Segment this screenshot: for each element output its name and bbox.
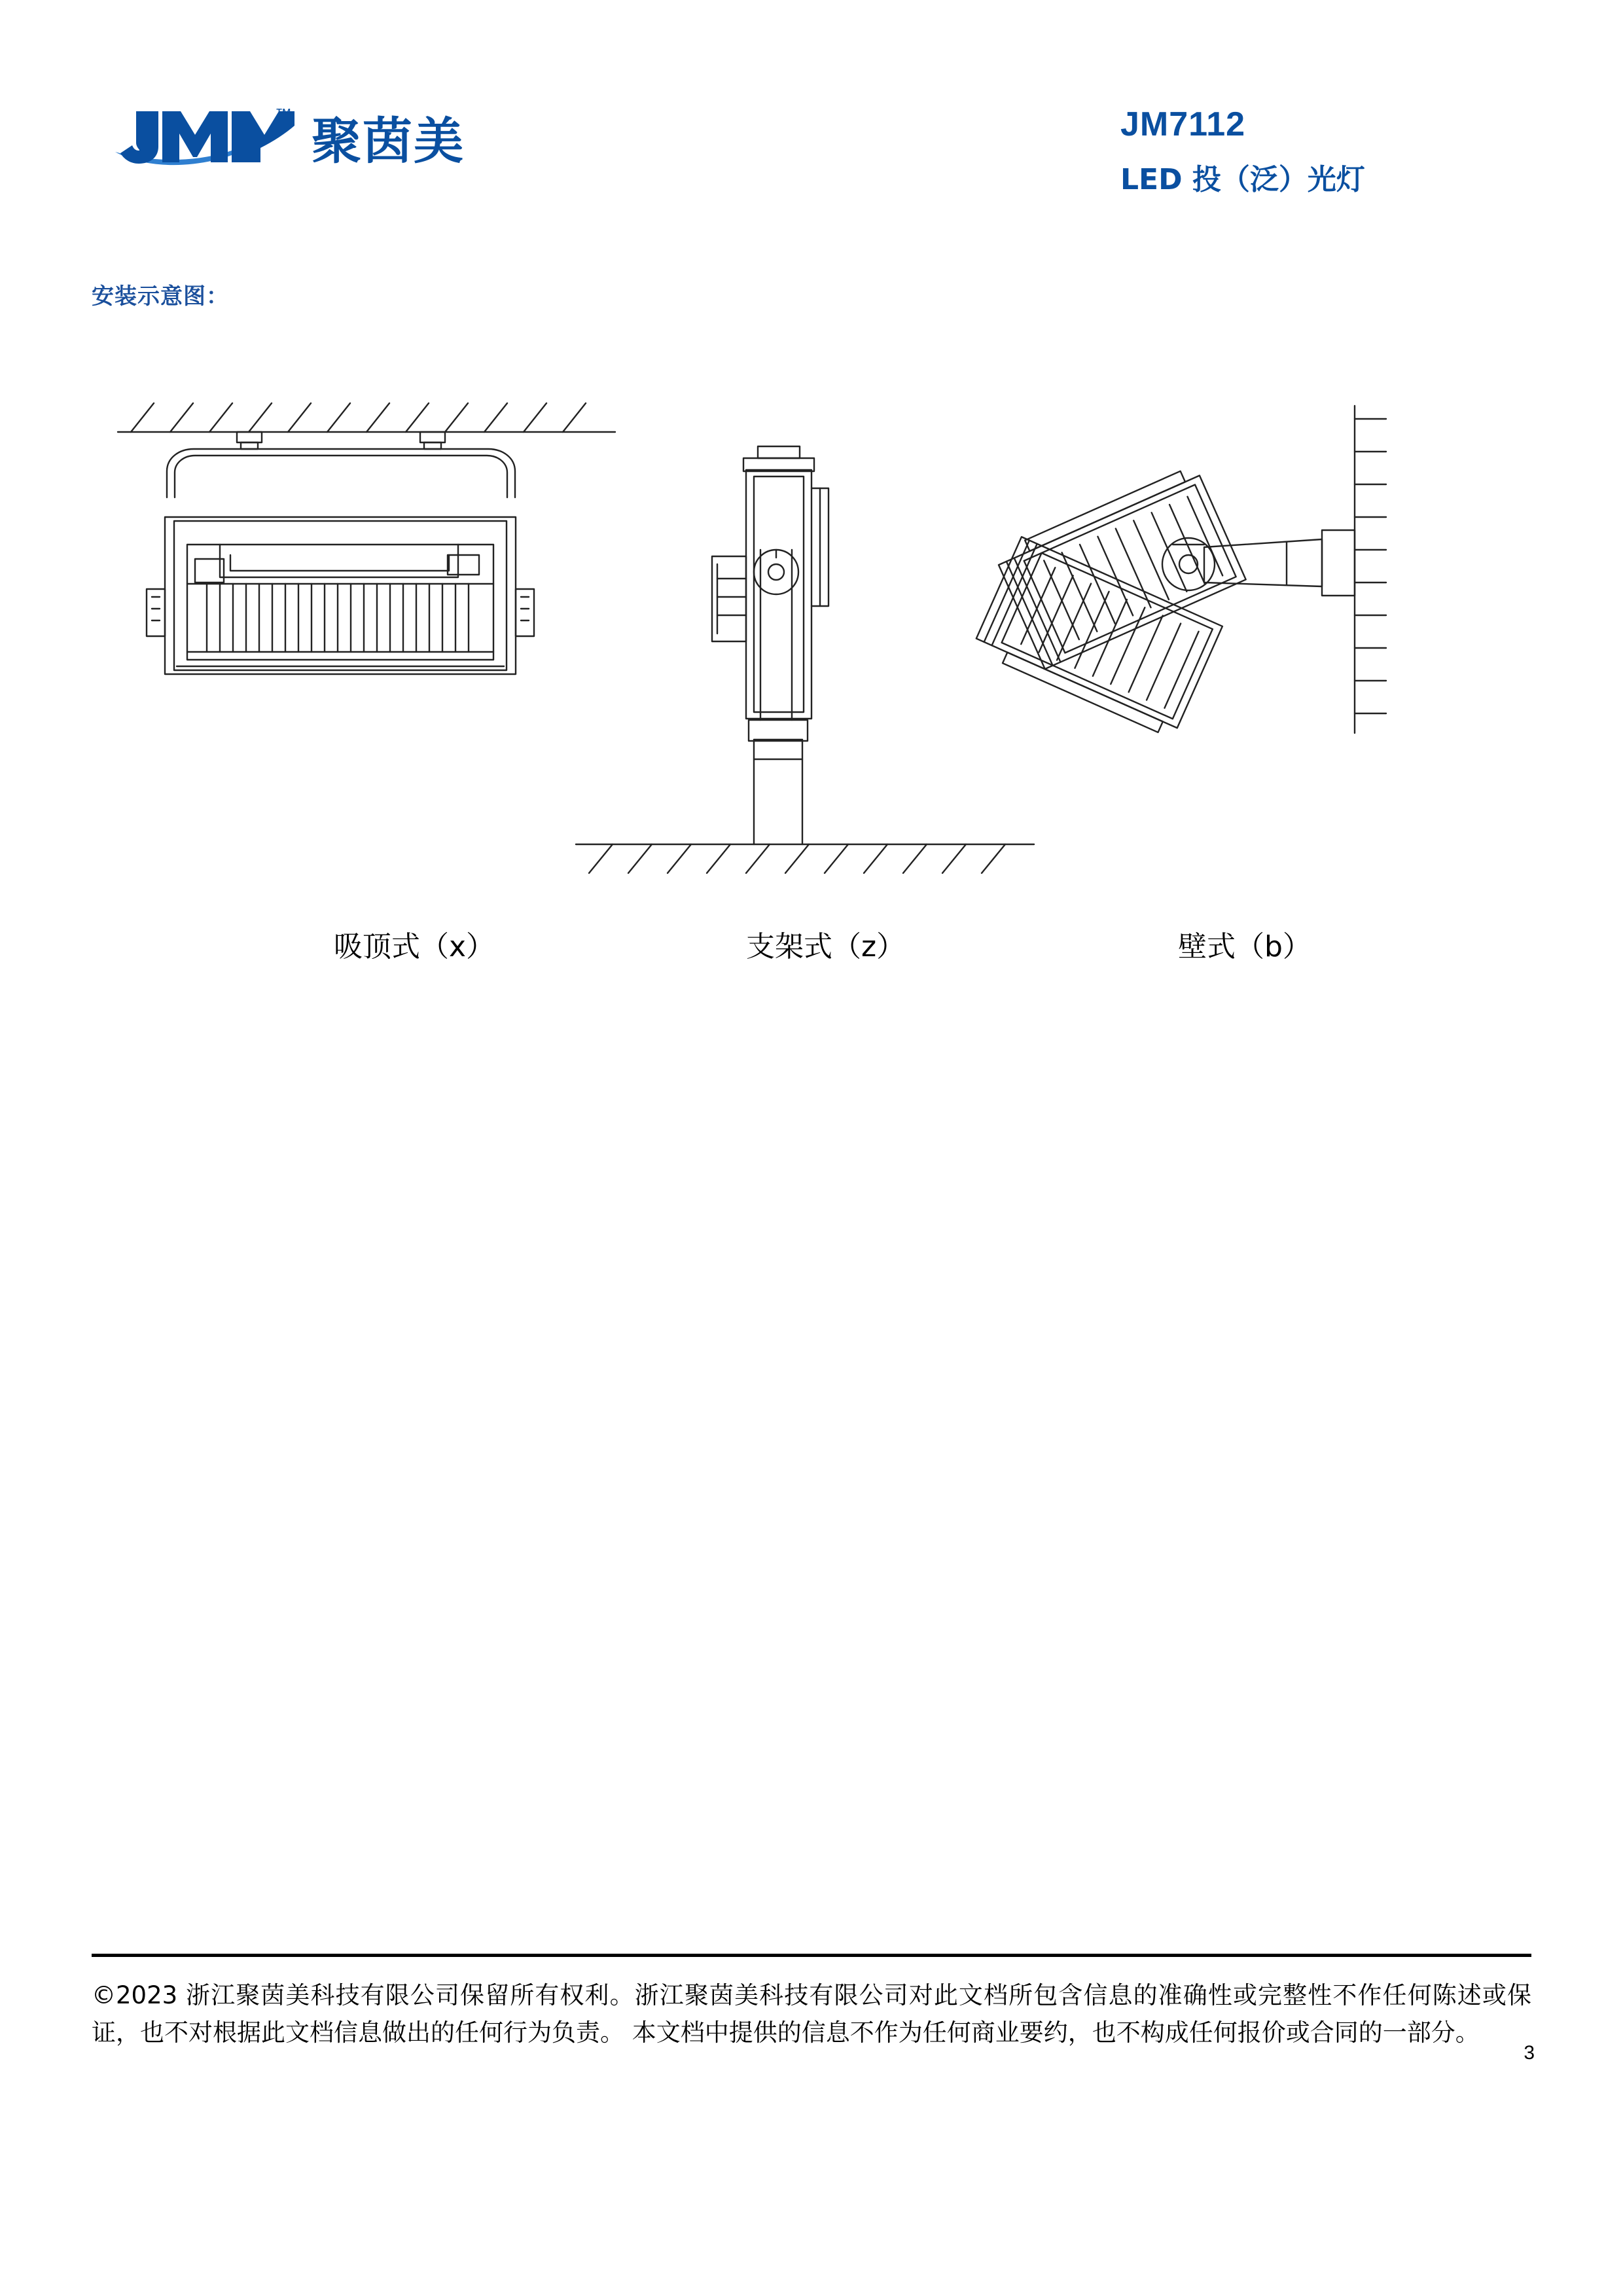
product-type: LED 投（泛）光灯 [1120,163,1365,196]
installation-diagram [92,393,1518,982]
section-title: 安装示意图： [92,283,229,310]
ceiling-mount-floodlight-drawing [118,403,615,674]
trademark-symbol: ™ [275,105,292,124]
diagram-captions [92,923,1518,975]
page-header [0,0,1623,249]
footer-divider [92,1954,1531,1957]
bracket-mount-floodlight-drawing [576,446,1034,873]
product-heading [1120,105,1513,198]
brand-name: 聚茵美 [312,112,465,170]
caption-bracket-mount: 支架式（z） [746,930,906,963]
page-number: 3 [1524,2042,1535,2064]
jm-monogram-logo [110,99,300,175]
wall-mount-floodlight-drawing [971,406,1386,739]
footer-copyright: ©2023 浙江聚茵美科技有限公司保留所有权利。浙江聚茵美科技有限公司对此文档所包含信息的准确性或完整性不作任何陈述或保证，也不对根据此文档信息做出的任何行为负责。 本文档中提供的信息不作为任何商业要约，也不构成任何报价或合同的一部分。 [92,1981,1531,2047]
caption-wall-mount: 壁式（b） [1178,930,1311,963]
product-model: JM7112 [1120,105,1246,143]
brand-logo [110,99,465,175]
caption-ceiling-mount: 吸顶式（x） [334,930,495,963]
